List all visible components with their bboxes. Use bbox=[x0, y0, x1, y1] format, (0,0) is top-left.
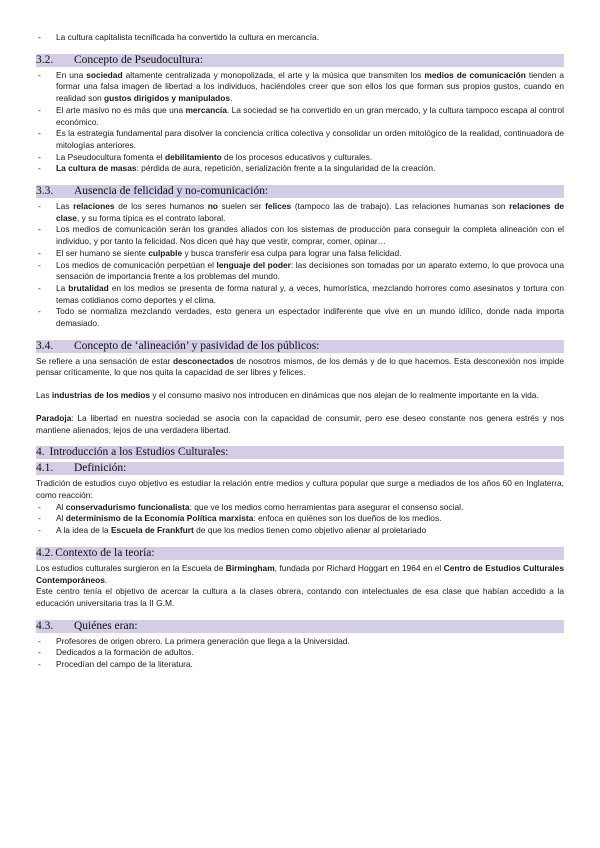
list-item: - El ser humano se siente culpable y busca transferir esa culpa para lograr una falsa felicidad. bbox=[36, 248, 564, 260]
section-number: 3.2. bbox=[36, 53, 54, 66]
paragraph: Tradición de estudios cuyo objetivo es estudiar la relación entre medios y cultura popular que surge a mediados de los años 60 en Inglaterra, como reacción: bbox=[36, 478, 564, 500]
list-item: - Las relaciones de los seres humanos no suelen ser felices (tampoco las de trabajo). Las relaciones humanas son relaciones de clase, y su forma típica es el contrato laboral. bbox=[36, 201, 564, 224]
chapter-heading-4 bbox=[36, 446, 564, 459]
section-number: 4.2. bbox=[36, 546, 54, 559]
section-heading-4-2 bbox=[36, 547, 564, 560]
chapter-title: Introducción a los Estudios Culturales: bbox=[49, 446, 229, 459]
list-item: - Es la estrategia fundamental para disolver la conciencia crítica colectiva y consolidar un orden mitológico de la realidad, continuadora de mitologías anteriores. bbox=[36, 128, 564, 151]
section-title: Definición: bbox=[74, 462, 127, 475]
section-heading-4-3 bbox=[36, 620, 564, 633]
list-item: - La cultura capitalista tecnificada ha convertido la cultura en mercancía. bbox=[36, 32, 564, 44]
section-title: Concepto de ‘alineación’ y pasividad de los públicos: bbox=[74, 339, 320, 352]
list-item: - La Pseudocultura fomenta el debilitamiento de los procesos educativos y culturales. bbox=[36, 152, 564, 164]
list-item: - El arte masivo no es más que una mercancía. La sociedad se ha convertido en un gran mercado, y la cultura tampoco escapa al control económico. bbox=[36, 105, 564, 128]
paragraph: Las industrias de los medios y el consumo masivo nos introducen en dinámicas que nos alejan de lo realmente importante en la vida. bbox=[36, 390, 539, 401]
list-item: - Los medios de comunicación perpetúan el lenguaje del poder: las decisiones son tomadas por un aparato externo, lo que provoca una sensación de importancia frente a los problemas del mundo. bbox=[36, 260, 564, 283]
section-heading-3-4 bbox=[36, 340, 564, 353]
list-item: - Los medios de comunicación serán los grandes aliados con los sistemas de producción para conseguir la completa alineación con el individuo, y por tanto la felicidad. Nos dicen qué hay que vestir, comprar, comer, opinar… bbox=[36, 224, 564, 247]
quienes-list bbox=[36, 636, 564, 671]
intro-list bbox=[36, 32, 564, 44]
section-number: 3.4. bbox=[36, 339, 54, 352]
list-item: - Al determinismo de la Economía Política marxista: enfoca en quiénes son los dueños de los medios. bbox=[36, 513, 564, 525]
list-item: - La brutalidad en los medios se presenta de forma natural y, a veces, humorística, mezclando horrores como asesinatos y tortura con temas cotidianos como deportes y el clima. bbox=[36, 283, 564, 306]
section-heading-3-3 bbox=[36, 185, 564, 198]
paragraph: Este centro tenía el objetivo de acercar la cultura a la clases obrera, contando con intelectuales de esa clase que habían accedido a la educación universitaria tras la II G.M. bbox=[36, 586, 564, 608]
section-number: 4.3. bbox=[36, 619, 54, 632]
paragraph: Los estudios culturales surgieron en la Escuela de Birmingham, fundada por Richard Hoggart en 1964 en el Centro de Estudios Culturales Contemporáneos. bbox=[36, 562, 564, 585]
list-item: - Procedían del campo de la literatura. bbox=[36, 659, 564, 671]
paragraph: Se refiere a una sensación de estar desconectados de nosotros mismos, de los demás y de lo que hacemos. Esta desconexión nos impide pensar críticamente, lo que nos quita la capacidad de ser libres y felices. bbox=[36, 355, 564, 378]
pseudocultura-list bbox=[36, 70, 564, 175]
section-title: Contexto de la teoría: bbox=[55, 546, 155, 559]
chapter-number: 4. bbox=[36, 446, 45, 459]
list-item: - Todo se normaliza mezclando verdades, esto genera un espectador indiferente que vive en un mundo idílico, donde nada importa demasiado. bbox=[36, 306, 564, 329]
list-item: - A la idea de la Escuela de Frankfurt de que los medios tienen como objetivo alienar al proletariado bbox=[36, 525, 564, 537]
section-title: Concepto de Pseudocultura: bbox=[74, 53, 204, 66]
document-page bbox=[36, 32, 564, 671]
paragraph: Paradoja: La libertad en nuestra sociedad se asocia con la capacidad de consumir, pero ese deseo constante nos genera estrés y nos mantiene alienados, lejos de una verdadera libertad. bbox=[36, 412, 564, 435]
felicidad-list bbox=[36, 201, 564, 330]
section-heading-3-2 bbox=[36, 54, 564, 67]
list-item: - Dedicados a la formación de adultos. bbox=[36, 647, 564, 659]
list-item: - En una sociedad altamente centralizada y monopolizada, el arte y la música que transmiten los medios de comunicación tienden a formar una falsa imagen de libertad a los individuos, haciéndoles creer que son ellos los que forman sus propios gustos, cuando en realidad son gustos dirigidos y manipulados. bbox=[36, 70, 564, 105]
section-heading-4-1 bbox=[36, 462, 564, 475]
section-title: Quiénes eran: bbox=[74, 619, 138, 632]
list-item: - Al conservadurismo funcionalista: que ve los medios como herramientas para asegurar el consenso social. bbox=[36, 502, 564, 514]
list-item: - La cultura de masas: pérdida de aura, repetición, serialización frente a la singularidad de la creación. bbox=[36, 163, 564, 175]
definicion-list bbox=[36, 502, 564, 537]
section-number: 4.1. bbox=[36, 462, 54, 475]
section-title: Ausencia de felicidad y no-comunicación: bbox=[74, 185, 269, 198]
section-number: 3.3. bbox=[36, 185, 54, 198]
list-item: - Profesores de origen obrero. La primera generación que llega a la Universidad. bbox=[36, 636, 564, 648]
